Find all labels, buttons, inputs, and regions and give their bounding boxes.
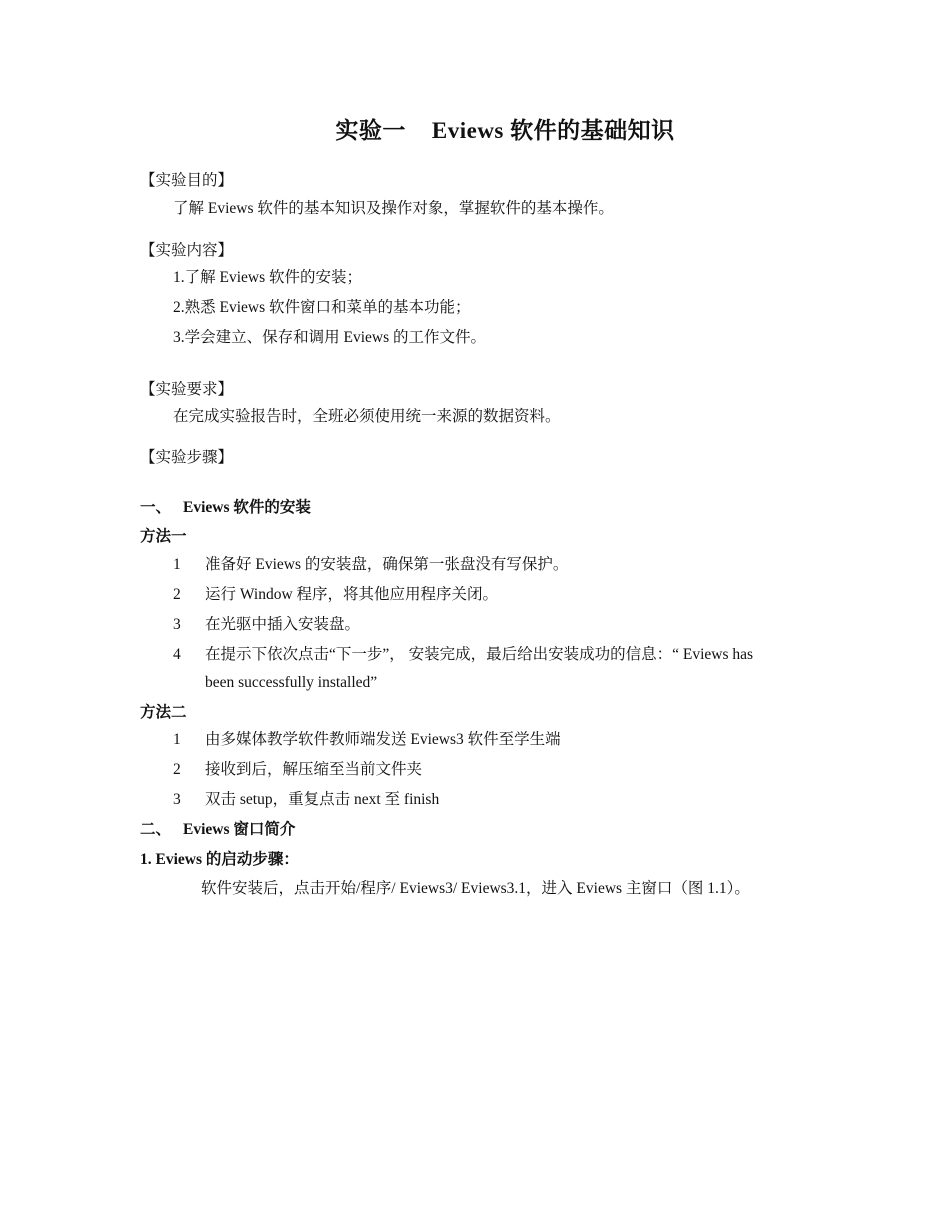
section2-title: Eviews 窗口简介	[183, 821, 296, 838]
requirement-heading: 【实验要求】	[140, 381, 234, 398]
section1-title: Eviews 软件的安装	[183, 499, 311, 516]
content-heading: 【实验内容】	[140, 242, 234, 259]
steps-heading: 【实验步骤】	[140, 449, 234, 466]
method2-item-number: 1	[173, 731, 181, 748]
method1-item-number: 3	[173, 616, 181, 633]
method2-label: 方法二	[140, 704, 187, 721]
method2-item-number: 3	[173, 791, 181, 808]
section1-heading	[140, 498, 311, 518]
method1-item-number: 4	[173, 646, 181, 663]
content-item: 2.熟悉 Eviews 软件窗口和菜单的基本功能；	[173, 299, 471, 316]
document-title	[0, 112, 950, 145]
method1-item-text: 准备好 Eviews 的安装盘，确保第一张盘没有写保护。	[205, 556, 569, 573]
purpose-heading: 【实验目的】	[140, 172, 234, 189]
content-item: 3.学会建立、保存和调用 Eviews 的工作文件。	[173, 329, 487, 346]
method2-item-number: 2	[173, 761, 181, 778]
startup-steps-text: 软件安装后，点击开始/程序/ Eviews3/ Eviews3.1，进入 Eviews 主窗口（图 1.1）。	[201, 880, 750, 897]
content-item: 1.了解 Eviews 软件的安装；	[173, 269, 363, 286]
method1-item-text: 在提示下依次点击“下一步”， 安装完成，最后给出安装成功的信息：“ Eviews has	[205, 646, 754, 663]
startup-steps-label: 1. Eviews 的启动步骤：	[140, 851, 299, 868]
method2-item-text: 接收到后，解压缩至当前文件夹	[205, 761, 423, 778]
method1-item-text: 在光驱中插入安装盘。	[205, 616, 361, 633]
method2-item-text: 双击 setup，重复点击 next 至 finish	[205, 791, 440, 808]
method1-item-number: 2	[173, 586, 181, 603]
requirement-text: 在完成实验报告时，全班必须使用统一来源的数据资料。	[173, 408, 561, 425]
purpose-text: 了解 Eviews 软件的基本知识及操作对象，掌握软件的基本操作。	[173, 200, 614, 217]
section1-number: 一、	[140, 499, 172, 516]
method1-item-text: 运行 Window 程序，将其他应用程序关闭。	[205, 586, 499, 603]
method2-item-text: 由多媒体教学软件教师端发送 Eviews3 软件至学生端	[205, 731, 561, 748]
title-topic: Eviews 软件的基础知识	[431, 118, 675, 143]
section2-heading	[140, 820, 295, 840]
title-experiment-number: 实验一	[335, 118, 406, 143]
method1-item-text-continued: been successfully installed”	[205, 674, 378, 691]
section2-number: 二、	[140, 821, 172, 838]
method1-item-number: 1	[173, 556, 181, 573]
method1-label: 方法一	[140, 528, 187, 545]
